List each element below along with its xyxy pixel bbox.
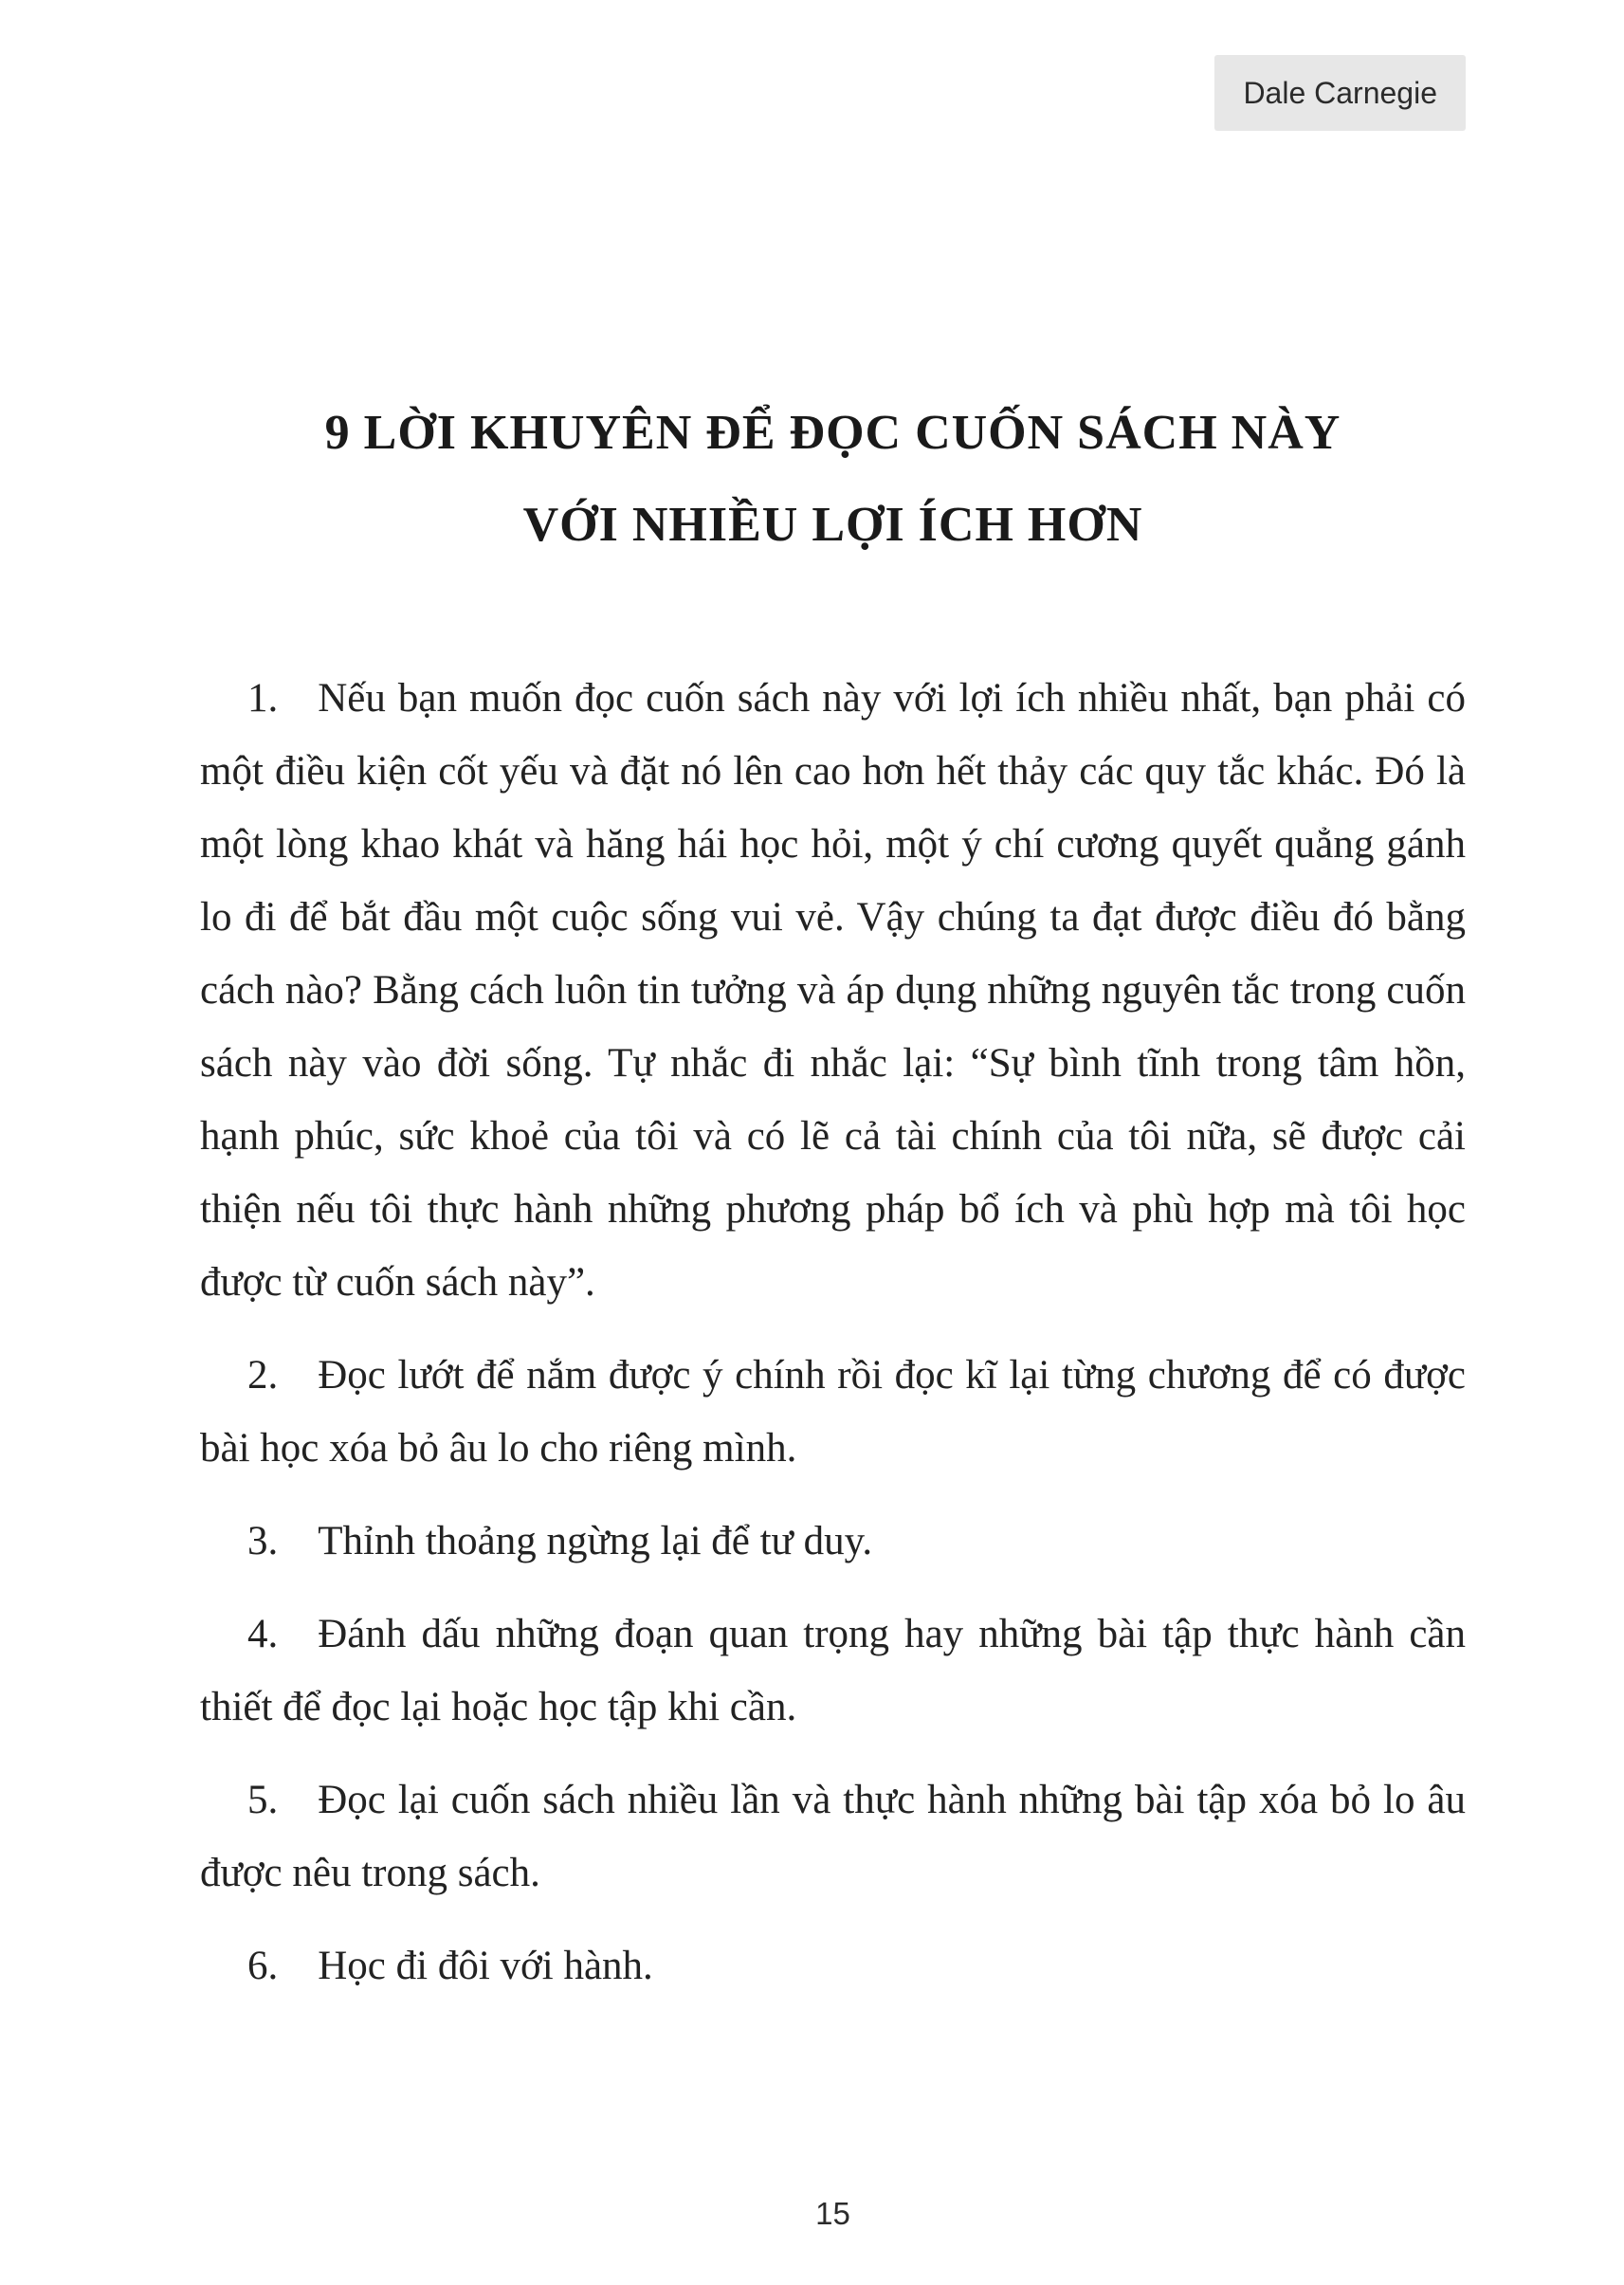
paragraph-number: 3.	[247, 1519, 279, 1563]
paragraph-text: Học đi đôi với hành.	[318, 1944, 653, 1988]
paragraph	[200, 1505, 1466, 1578]
paragraph-number: 4.	[247, 1612, 279, 1656]
paragraph-text: Đọc lại cuốn sách nhiều lần và thực hành những bài tập xóa bỏ lo âu được nêu trong sách.	[200, 1778, 1466, 1895]
paragraph-text: Đọc lướt để nắm được ý chính rồi đọc kĩ lại từng chương để có được bài học xóa bỏ âu lo cho riêng mình.	[200, 1353, 1466, 1471]
paragraph-number: 6.	[247, 1944, 279, 1988]
paragraph	[200, 662, 1466, 1319]
paragraph	[200, 1339, 1466, 1485]
paragraph	[200, 1929, 1466, 2002]
paragraph-text: Đánh dấu những đoạn quan trọng hay những bài tập thực hành cần thiết để đọc lại hoặc học tập khi cần.	[200, 1612, 1466, 1729]
author-header-badge: Dale Carnegie	[1214, 55, 1466, 131]
paragraph-text: Nếu bạn muốn đọc cuốn sách này với lợi ích nhiều nhất, bạn phải có một điều kiện cốt yếu và đặt nó lên cao hơn hết thảy các quy tắc khác. Đó là một lòng khao khát và hăng hái học hỏi, một ý chí cương quyết quẳng gánh lo đi để bắt đầu một cuộc sống vui vẻ. Vậy chúng ta đạt được điều đó bằng cách nào? Bằng cách luôn tin tưởng và áp dụng những nguyên tắc trong cuốn sách này vào đời sống. Tự nhắc đi nhắc lại: “Sự bình tĩnh trong tâm hồn, hạnh phúc, sức khoẻ của tôi và có lẽ cả tài chính của tôi nữa, sẽ được cải thiện nếu tôi thực hành những phương pháp bổ ích và phù hợp mà tôi học được từ cuốn sách này”.	[200, 676, 1466, 1305]
page-number: 15	[815, 2196, 850, 2231]
paragraph	[200, 1598, 1466, 1744]
paragraph-number: 2.	[247, 1353, 279, 1398]
page-title-line-1: 9 LỜI KHUYÊN ĐỂ ĐỌC CUỐN SÁCH NÀY	[324, 406, 1341, 460]
paragraph-number: 5.	[247, 1778, 279, 1822]
page-title	[200, 387, 1466, 571]
page-title-line-2: VỚI NHIỀU LỢI ÍCH HƠN	[522, 498, 1143, 552]
paragraph-list	[200, 662, 1466, 2002]
paragraph-number: 1.	[247, 676, 279, 721]
paragraph	[200, 1764, 1466, 1910]
paragraph-text: Thỉnh thoảng ngừng lại để tư duy.	[318, 1519, 873, 1563]
page-content	[200, 0, 1466, 2022]
